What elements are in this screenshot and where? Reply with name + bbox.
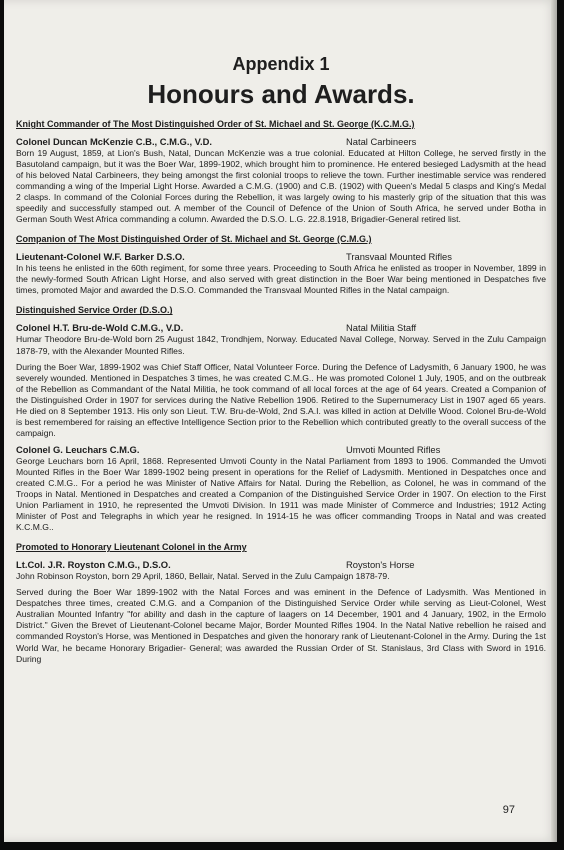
appendix-heading: Appendix 1 bbox=[232, 54, 330, 74]
entry-unit: Umvoti Mounted Rifles bbox=[346, 443, 441, 455]
page-content bbox=[16, 54, 546, 670]
section-heading-dso: Distinguished Service Order (D.S.O.) bbox=[16, 305, 173, 316]
entry-paragraph: Humar Theodore Bru-de-Wold born 25 August 1842, Trondhjem, Norway. Educated Naval College, Norway. Served in the Zulu Campaign 1878-79, with the Alexander Mounted Rifles. bbox=[16, 334, 546, 356]
section-heading-hlc: Promoted to Honorary Lieutenant Colonel in the Army bbox=[16, 542, 247, 553]
entry-name: Colonel G. Leuchars C.M.G. bbox=[16, 443, 140, 455]
entry-heading-mckenzie bbox=[16, 136, 546, 148]
entry-name: Lieutenant-Colonel W.F. Barker D.S.O. bbox=[16, 251, 185, 263]
entry-unit: Royston's Horse bbox=[346, 559, 415, 571]
entry-paragraph: John Robinson Royston, born 29 April, 1860, Bellair, Natal. Served in the Zulu Campaign 1878-79. bbox=[16, 571, 390, 582]
entry-unit: Transvaal Mounted Rifles bbox=[346, 251, 452, 263]
entry-name: Lt.Col. J.R. Royston C.M.G., D.S.O. bbox=[16, 559, 171, 571]
entry-heading-royston bbox=[16, 559, 546, 571]
page-number: 97 bbox=[502, 804, 515, 816]
entry-name: Colonel H.T. Bru-de-Wold C.M.G., V.D. bbox=[16, 322, 184, 334]
book-page bbox=[4, 0, 557, 842]
entry-paragraph: Born 19 August, 1859, at Lion's Bush, Natal, Duncan McKenzie was a true colonial. Educated at Hilton College, he served firstly in the Basutoland campaign, but it was the Boer War, 1899-1902, which brought him to prominence. He entered besieged Ladysmith at the head of his beloved Natal Carbineers, they being amongst the first colonial troops to relieve the town. Further inestimable service was rendered commanding a wing of the Imperial Light Horse. Awarded a C.M.G. (1900) and C.B. (1902) with Queen's Medal 5 clasps and King's Medal 2 clasps. In command of the Colonial Forces during the Rebellion, it was largely owing to his masterly grip of the situation that this was speedily and successfully stamped out. A member of the Council of Defence of the Union of South Africa, he served under Botha in German South West Africa commanding a column. Awarded the D.S.O. L.G. 22.8.1918, Brigadier-General retired list. bbox=[16, 148, 546, 225]
entry-paragraph: Served during the Boer War 1899-1902 with the Natal Forces and was eminent in the Defence of Ladysmith. Was Mentioned in Despatches three times, created C.M.G. and a Companion of the Distinguished Service Order while serving as Lieut-Colonel, West Australian Mounted Infantry "for ability and dash in the capture of laagers on 14 December, 1901 and 4 January, 1902, in the Ermolo District." Given the Brevet of Lieutenant-Colonel became Major, Border Mounted Rifles 1904. In the Natal Native rebellion he raised and commanded Royston's Horse, was Mentioned in Despatches and given the honorary rank of Lieutenant-Colonel in the Army. During the 1st World War, he became Honorary Brigadier- General; was awarded the Russian Order of St. Stanislaus, 3rd Class with Sword in 1916. During bbox=[16, 587, 546, 664]
page-title: Honours and Awards. bbox=[147, 79, 415, 109]
entry-paragraph: During the Boer War, 1899-1902 was Chief Staff Officer, Natal Volunteer Force. During the Defence of Ladysmith, 6 January 1900, he was severely wounded. Mentioned in Despatches 3 times, he was created C.M.G.. He was promoted Colonel 1 July, 1905, and on the outbreak of the Rebellion as Commandant of the Natal Militia, he took command of all local forces at the age of 64 years. Created a Companion of the Distinguished Order in 1907 for services during the Native Rebellion 1906. Retired to the Supernumeracy List in 1907 aged 65 years. He died on 8 September 1913. His only son Lieut. T.W. Bru-de-Wold, 2nd S.A.I. was killed in action at Delville Wood. Colonel Bru-de-Wold is best remembered for raising an effective Intelligence Section prior to the Rebellion which contributed greatly to the overall success of the campaign. bbox=[16, 361, 546, 438]
entry-unit: Natal Carbineers bbox=[346, 136, 417, 147]
section-heading-kcmg: Knight Commander of The Most Distinguished Order of St. Michael and St. George (K.C.M.G.) bbox=[16, 119, 415, 129]
entry-heading-bruwold bbox=[16, 322, 546, 334]
entry-name: Colonel Duncan McKenzie C.B., C.M.G., V.D. bbox=[16, 136, 213, 147]
entry-heading-barker bbox=[16, 251, 546, 263]
entry-paragraph: In his teens he enlisted in the 60th regiment, for some three years. Proceeding to South Africa he enlisted as trooper in November, 1899 in the newly-formed South African Light Horse, and also served with great distinction in the Boer War being mentioned in Despatches five times, promoted Major and awarded the D.S.O. Commanded the Transvaal Mounted Rifles in the Natal campaign. bbox=[16, 263, 546, 296]
page-edge-shadow bbox=[551, 0, 557, 842]
section-heading-cmg: Companion of The Most Distinguished Order of St. Michael and St. George (C.M.G.) bbox=[16, 234, 372, 245]
entry-heading-leuchars bbox=[16, 444, 546, 456]
entry-paragraph: George Leuchars born 16 April, 1868. Represented Umvoti County in the Natal Parliament from 1893 to 1906. Commanded the Umvoti Mounted Rifles in the Boer War 1899-1902 being present in operations for the Relief of Ladysmith. Mentioned in Despatches once and created C.M.G.. For a period he was Minister of Native Affairs for Natal. During the Rebellion, as Colonel, he was in command of the Troops in Natal. Mentioned in Despatches and created a Companion of the Distinguished Service Order in 1907. On election to the First Union Parliament in 1910, he represented the Umvoti Division. In 1911 was made Minister of Commerce and Industries; 1912 Acting Minister of Post and Telegraphs in which year he resigned. In 1914-15 he was officer commanding Troops in Natal and was created K.C.M.G.. bbox=[16, 455, 546, 533]
entry-unit: Natal Militia Staff bbox=[346, 322, 417, 334]
